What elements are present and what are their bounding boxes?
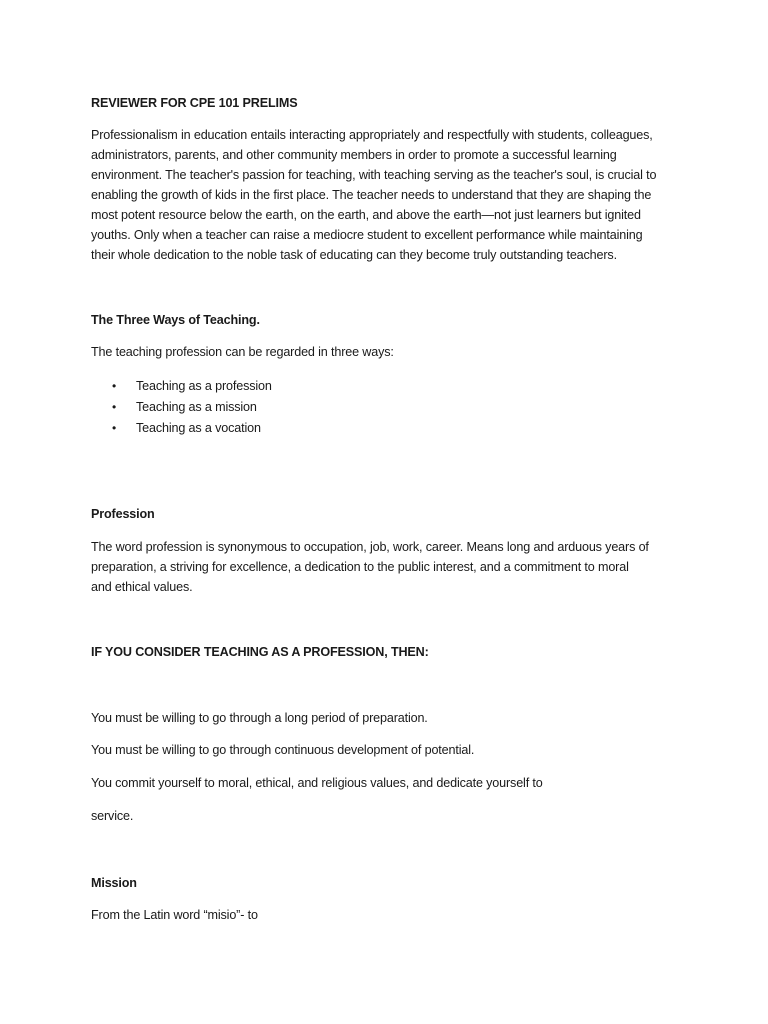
document-title: REVIEWER FOR CPE 101 PRELIMS — [91, 96, 298, 110]
profession-line: The word profession is synonymous to occupation, job, work, career. Means long and arduous years of — [91, 540, 649, 554]
mission-heading: Mission — [91, 876, 137, 890]
consider-point: You must be willing to go through a long period of preparation. — [91, 711, 428, 725]
list-item-label: Teaching as a vocation — [136, 421, 261, 435]
profession-line: preparation, a striving for excellence, a dedication to the public interest, and a commitment to moral — [91, 560, 629, 574]
consider-heading: IF YOU CONSIDER TEACHING AS A PROFESSION, THEN: — [91, 645, 429, 659]
list-item-label: Teaching as a profession — [136, 379, 272, 393]
three-ways-intro: The teaching profession can be regarded in three ways: — [91, 345, 394, 359]
intro-line: most potent resource below the earth, on the earth, and above the earth—not just learners but ignited — [91, 208, 641, 222]
three-ways-list — [110, 376, 272, 439]
bullet-icon: • — [112, 400, 117, 414]
list-item — [110, 418, 272, 439]
list-item — [110, 397, 272, 418]
profession-heading: Profession — [91, 507, 155, 521]
intro-line: environment. The teacher's passion for teaching, with teaching serving as the teacher's soul, is crucial to — [91, 168, 657, 182]
intro-line: their whole dedication to the noble task of educating can they become truly outstanding teachers. — [91, 248, 617, 262]
list-item — [110, 376, 272, 397]
intro-line: administrators, parents, and other community members in order to promote a successful learning — [91, 148, 617, 162]
three-ways-heading: The Three Ways of Teaching. — [91, 313, 260, 327]
consider-point: You commit yourself to moral, ethical, and religious values, and dedicate yourself to — [91, 776, 543, 790]
bullet-icon: • — [112, 379, 117, 393]
intro-line: youths. Only when a teacher can raise a mediocre student to excellent performance while maintaining — [91, 228, 643, 242]
mission-text: From the Latin word “misio”- to — [91, 908, 258, 922]
intro-line: enabling the growth of kids in the first place. The teacher needs to understand that they are shaping the — [91, 188, 652, 202]
bullet-icon: • — [112, 421, 117, 435]
list-item-label: Teaching as a mission — [136, 400, 257, 414]
consider-point: You must be willing to go through continuous development of potential. — [91, 743, 475, 757]
profession-line: and ethical values. — [91, 580, 193, 594]
consider-point: service. — [91, 809, 134, 823]
intro-line: Professionalism in education entails interacting appropriately and respectfully with students, colleagues, — [91, 128, 653, 142]
